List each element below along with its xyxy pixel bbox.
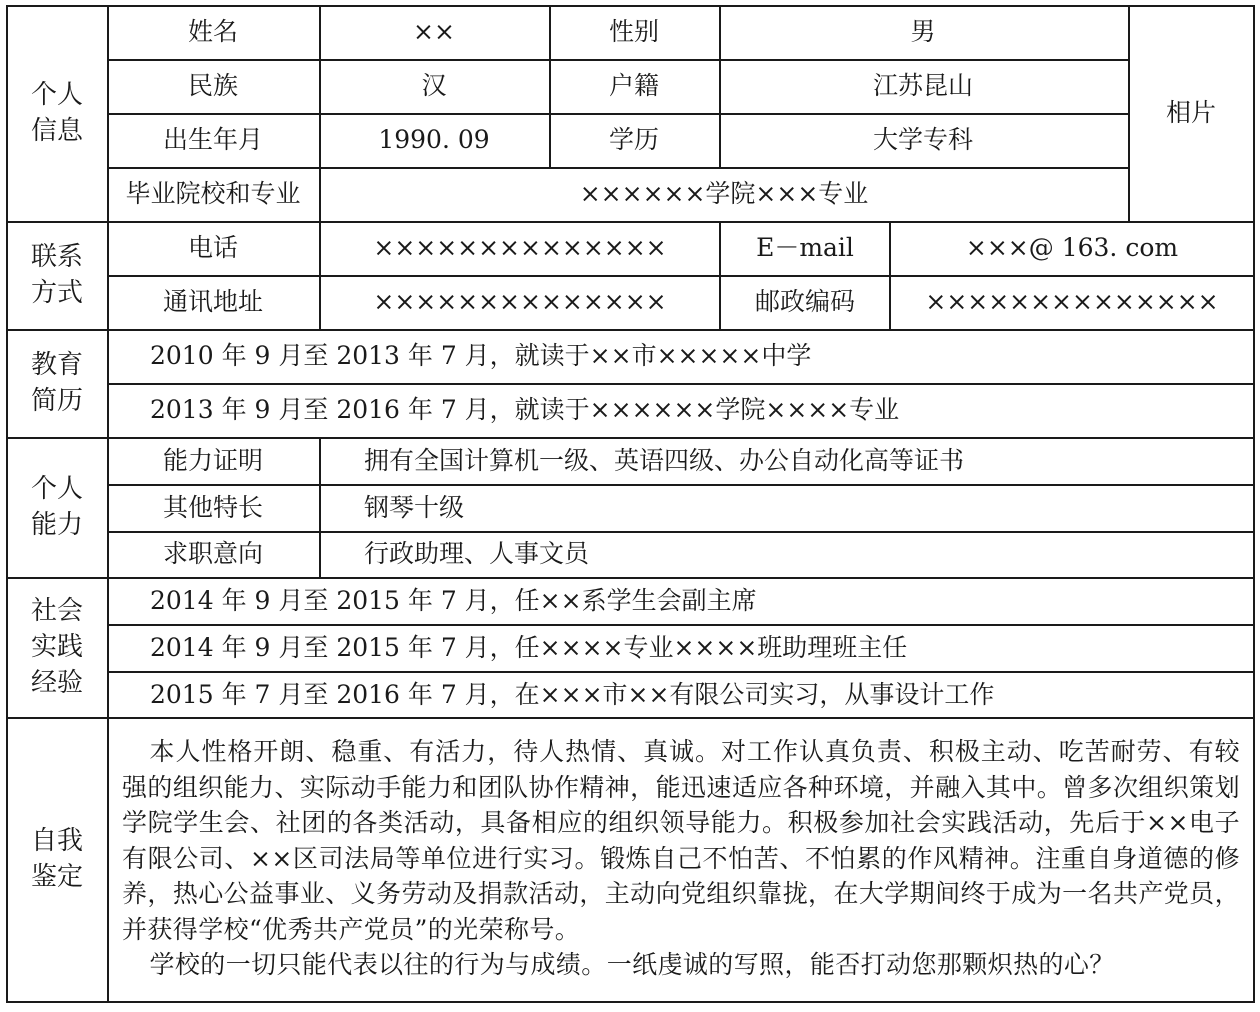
job-intent-value: 行政助理、人事文员 bbox=[364, 539, 590, 568]
education-item: 2013 年 9 月至 2016 年 7 月，就读于××××××学院××××专业 bbox=[150, 395, 900, 424]
practice-item: 2014 年 9 月至 2015 年 7 月，任××××专业××××班助理班主任 bbox=[150, 633, 908, 662]
section-self-evaluation: 自我 鉴定 bbox=[30, 826, 83, 892]
talent-value: 钢琴十级 bbox=[364, 493, 465, 522]
phone-value: ×××××××××××××× bbox=[373, 233, 667, 262]
gender-label: 性别 bbox=[608, 17, 660, 46]
postcode-label: 邮政编码 bbox=[754, 287, 856, 316]
certificate-label: 能力证明 bbox=[162, 446, 264, 475]
self-evaluation-paragraph: 本人性格开朗、稳重、有活力，待人热情、真诚。对工作认真负责、积极主动、吃苦耐劳、有较强的组织能力、实际动手能力和团队协作精神，能迅速适应各种环境，并融入其中。曾多次组织策划学院学生会、社团的各类活动，具备相应的组织领导能力。积极参加社会实践活动，先后于××电子有限公司、××区司法局等单位进行实习。锻炼自己不怕苦、不怕累的作风精神。注重自身道德的修养，热心公益事业、义务劳动及捐款活动，主动向党组织靠拢，在大学期间终于成为一名共产党员，并获得学校“优秀共产党员”的光荣称号。 bbox=[122, 737, 1240, 944]
address-label: 通讯地址 bbox=[162, 287, 264, 316]
address-value: ×××××××××××××× bbox=[373, 287, 667, 316]
section-practice: 社会 实践 经验 bbox=[30, 596, 83, 698]
hukou-label: 户籍 bbox=[608, 71, 660, 100]
email-value: ×××@ 163. com bbox=[965, 233, 1179, 262]
section-contact: 联系 方式 bbox=[30, 242, 83, 308]
self-evaluation-text bbox=[122, 734, 1240, 983]
section-ability: 个人 能力 bbox=[30, 474, 83, 540]
birth-label: 出生年月 bbox=[162, 125, 264, 154]
section-personal-info: 个人 信息 bbox=[30, 80, 83, 146]
ethnicity-label: 民族 bbox=[187, 71, 239, 100]
education-item: 2010 年 9 月至 2013 年 7 月，就读于××市×××××中学 bbox=[150, 341, 812, 370]
talent-label: 其他特长 bbox=[162, 493, 264, 522]
certificate-value: 拥有全国计算机一级、英语四级、办公自动化高等证书 bbox=[364, 446, 965, 475]
hukou-value: 江苏昆山 bbox=[872, 71, 974, 100]
birth-value: 1990. 09 bbox=[378, 125, 490, 154]
name-value: ×× bbox=[413, 17, 455, 46]
degree-value: 大学专科 bbox=[872, 125, 974, 154]
gender-value: 男 bbox=[910, 17, 936, 46]
practice-item: 2014 年 9 月至 2015 年 7 月，任××系学生会副主席 bbox=[150, 586, 757, 615]
postcode-value: ×××××××××××××× bbox=[925, 287, 1219, 316]
school-value: ××××××学院×××专业 bbox=[579, 179, 869, 208]
section-education: 教育 简历 bbox=[30, 350, 83, 416]
school-label: 毕业院校和专业 bbox=[125, 179, 301, 208]
job-intent-label: 求职意向 bbox=[162, 539, 264, 568]
photo-placeholder: 相片 bbox=[1165, 98, 1217, 127]
self-evaluation-paragraph: 学校的一切只能代表以往的行为与成绩。一纸虔诚的写照，能否打动您那颗炽热的心？ bbox=[149, 950, 1115, 979]
name-label: 姓名 bbox=[187, 17, 239, 46]
practice-item: 2015 年 7 月至 2016 年 7 月，在×××市××有限公司实习，从事设计工作 bbox=[150, 680, 995, 709]
degree-label: 学历 bbox=[608, 125, 660, 154]
ethnicity-value: 汉 bbox=[421, 71, 447, 100]
email-label: E－mail bbox=[756, 233, 854, 262]
phone-label: 电话 bbox=[187, 233, 239, 262]
